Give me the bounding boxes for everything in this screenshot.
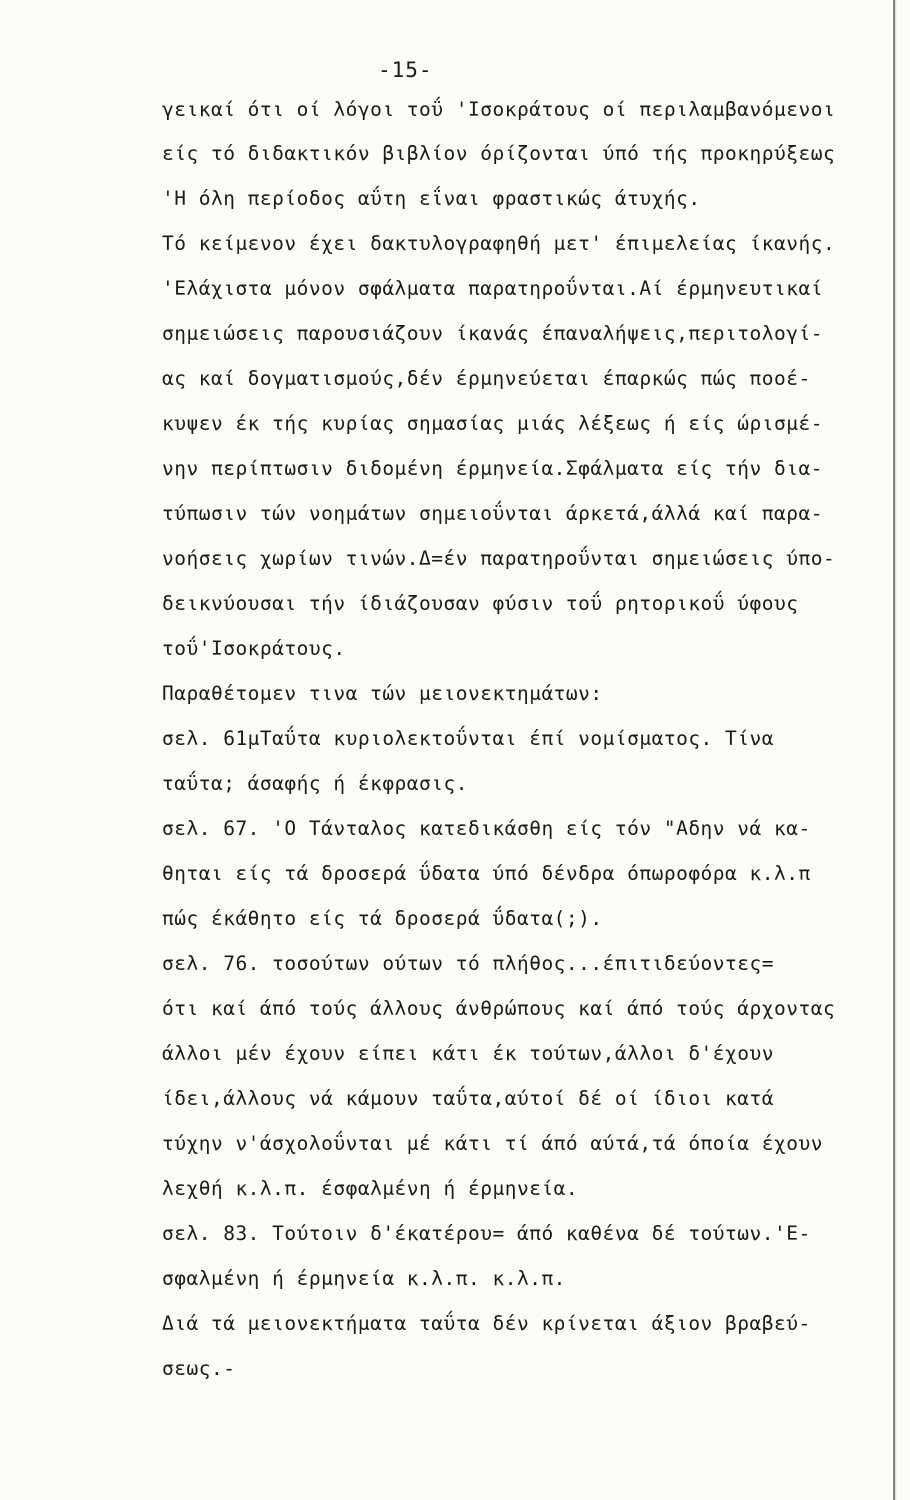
text-line: 'Η όλη περίοδος αΰτη εΐναι φραστικώς άτυχής. [162,187,701,210]
text-line: σεως.- [162,1357,236,1380]
text-line: ίδει,άλλους νά κάμουν ταΰτα,αύτοί δέ οί ίδιοι κατά [162,1087,774,1110]
text-line: σελ. 67. 'Ο Τάνταλος κατεδικάσθη είς τόν "Αδην νά κα- [162,817,811,840]
text-line: πώς έκάθητο είς τά δροσερά ΰδατα(;). [162,907,603,930]
text-line: Διά τά μειονεκτήματα ταΰτα δέν κρίνεται άξιον βραβεύ- [162,1312,811,1335]
text-line: σελ. 76. τοσούτων ούτων τό πλήθος...έπιτιδεύοντες= [162,952,774,975]
text-line: 'Ελάχιστα μόνον σφάλματα παρατηροΰνται.Αί έρμηνευτικαί [162,277,823,300]
text-line: τοΰ'Ισοκράτους. [162,637,346,660]
text-line: νην περίπτωσιν διδομένη έρμηνεία.Σφάλματα είς τήν δια- [162,457,823,480]
text-line: γεικαί ότι οί λόγοι τοΰ 'Ισοκράτους οί περιλαμβανόμενοι [162,98,836,121]
text-line: Τό κείμενον έχει δακτυλογραφηθή μετ' έπιμελείας ίκανής. [162,232,836,255]
text-line: κυψεν έκ τής κυρίας σημασίας μιάς λέξεως ή είς ώρισμέ- [162,412,823,435]
text-line: λεχθή κ.λ.π. έσφαλμένη ή έρμηνεία. [162,1177,579,1200]
text-line: ότι καί άπό τούς άλλους άνθρώπους καί άπό τούς άρχοντας [162,997,836,1020]
text-line: ας καί δογματισμούς,δέν έρμηνεύεται έπαρκώς πώς ποοέ- [162,367,811,390]
text-line: άλλοι μέν έχουν είπει κάτι έκ τούτων,άλλοι δ'έχουν [162,1042,774,1065]
text-line: σελ. 83. Τούτοιν δ'έκατέρου= άπό καθένα δέ τούτων.'Ε- [162,1222,811,1245]
page-edge-shadow [893,0,895,1500]
text-line: Παραθέτομεν τινα τών μειονεκτημάτων: [162,682,603,705]
page-number: -15- [378,58,433,82]
text-line: ταΰτα; άσαφής ή έκφρασις. [162,772,468,795]
text-line: δεικνύουσαι τήν ίδιάζουσαν φύσιν τοΰ ρητορικοΰ ύφους [162,592,799,615]
text-line: τύχην ν'άσχολοΰνται μέ κάτι τί άπό αύτά,τά όποία έχουν [162,1132,823,1155]
text-line: σημειώσεις παρουσιάζουν ίκανάς έπαναλήψεις,περιτολογί- [162,322,823,345]
text-line: σελ. 61μΤαΰτα κυριολεκτοΰνται έπί νομίσματος. Τίνα [162,727,774,750]
text-line: νοήσεις χωρίων τινών.Δ=έν παρατηροΰνται σημειώσεις ύπο- [162,547,836,570]
text-line: τύπωσιν τών νοημάτων σημειοΰνται άρκετά,άλλά καί παρα- [162,502,823,525]
text-line: σφαλμένη ή έρμηνεία κ.λ.π. κ.λ.π. [162,1267,566,1290]
text-line: είς τό διδακτικόν βιβλίον όρίζονται ύπό τής προκηρύξεως [162,142,836,165]
text-line: θηται είς τά δροσερά ΰδατα ύπό δένδρα όπωροφόρα κ.λ.π [162,862,811,885]
